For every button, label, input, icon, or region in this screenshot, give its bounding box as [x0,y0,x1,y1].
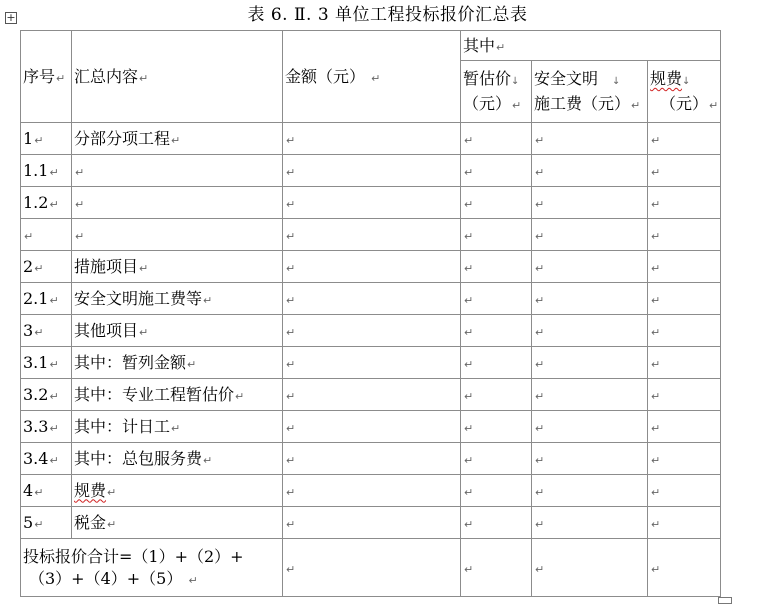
total-line2: （3）+（4）+（5） [29,568,183,588]
paragraph-mark: ↵ [107,517,117,531]
content-text: 措施项目 [74,256,139,276]
safety-cell[interactable] [532,507,648,539]
paragraph-mark: ↵ [535,389,545,403]
table-row [21,155,721,187]
paragraph-mark: ↵ [286,229,296,243]
safety-cell[interactable] [532,251,648,283]
paragraph-mark: ↵ [464,197,474,211]
paragraph-mark: ↵ [235,389,245,403]
table-row [21,283,721,315]
table-body [21,31,721,597]
content-text: 规费 [74,480,107,500]
seq-text: 3.4 [23,448,49,468]
content-cell[interactable] [72,187,283,219]
seq-cell[interactable] [21,443,72,475]
paragraph-mark: ↵ [651,165,661,179]
paragraph-mark: ↵ [631,99,641,112]
amount-cell[interactable] [283,379,461,411]
fees-cell[interactable] [648,475,721,507]
paragraph-mark: ↵ [464,517,474,531]
paragraph-mark: ↵ [286,421,296,435]
fees-cell[interactable] [648,283,721,315]
paragraph-mark: ↵ [535,133,545,147]
paragraph-mark: ↵ [75,197,85,211]
content-cell[interactable] [72,475,283,507]
paragraph-mark: ↵ [464,229,474,243]
paragraph-mark: ↵ [34,485,44,499]
provisional-cell[interactable] [461,123,532,155]
paragraph-mark: ↵ [496,40,506,54]
amount-cell[interactable] [283,283,461,315]
total-row [21,539,721,597]
paragraph-mark: ↵ [171,133,181,147]
quotation-summary-table [20,30,721,597]
paragraph-mark: ↵ [75,229,85,243]
paragraph-mark: ↵ [139,325,149,339]
provisional-cell[interactable] [461,507,532,539]
paragraph-mark: ↵ [464,165,474,179]
paragraph-mark: ↵ [139,71,149,85]
fees-cell[interactable] [648,187,721,219]
paragraph-mark: ↵ [107,485,117,499]
paragraph-mark: ↵ [286,517,296,531]
paragraph-mark: ↵ [651,517,661,531]
paragraph-mark: ↵ [535,197,545,211]
paragraph-mark: ↵ [535,453,545,467]
paragraph-mark: ↵ [464,389,474,403]
content-cell[interactable] [72,155,283,187]
paragraph-mark: ↵ [286,165,296,179]
paragraph-mark: ↵ [286,453,296,467]
amount-cell[interactable] [283,219,461,251]
content-cell[interactable] [72,315,283,347]
header-provisional-line1: 暂估价 [463,69,512,88]
header-provisional-cell[interactable] [461,61,532,123]
paragraph-mark: ↵ [535,165,545,179]
content-cell[interactable] [72,379,283,411]
paragraph-mark: ↵ [286,485,296,499]
amount-cell[interactable] [283,347,461,379]
table-row [21,443,721,475]
safety-cell[interactable] [532,379,648,411]
seq-text: 3 [23,320,34,340]
header-provisional-line2: （元） [463,94,512,113]
paragraph-mark: ↵ [286,562,296,576]
safety-cell[interactable] [532,475,648,507]
amount-cell[interactable] [283,411,461,443]
table-row [21,379,721,411]
seq-text: 2.1 [23,288,49,308]
amount-cell[interactable] [283,187,461,219]
fees-cell[interactable] [648,411,721,443]
paragraph-mark: ↵ [535,293,545,307]
fees-cell[interactable] [648,443,721,475]
provisional-cell[interactable] [461,379,532,411]
paragraph-mark: ↵ [188,573,198,587]
paragraph-mark: ↵ [49,453,59,467]
fees-cell[interactable] [648,315,721,347]
line-break-arrow: ↓ [682,76,691,87]
safety-cell[interactable] [532,315,648,347]
header-safety-cell[interactable] [532,61,648,123]
content-cell[interactable] [72,411,283,443]
paragraph-mark: ↵ [535,229,545,243]
table-row [21,475,721,507]
seq-text: 5 [23,512,34,532]
paragraph-mark: ↵ [464,293,474,307]
paragraph-mark: ↵ [651,293,661,307]
table-resize-handle[interactable] [718,597,732,604]
header-content-label: 汇总内容 [74,66,139,86]
header-of-which-label: 其中 [463,35,496,55]
paragraph-mark: ↵ [49,293,59,307]
paragraph-mark: ↵ [49,197,59,211]
paragraph-mark: ↵ [512,99,522,112]
seq-text: 3.1 [23,352,49,372]
seq-text: 1.2 [23,192,49,212]
fees-cell[interactable] [648,539,721,597]
seq-cell[interactable] [21,347,72,379]
header-fees-cell[interactable] [648,61,721,123]
paragraph-mark: ↵ [286,197,296,211]
seq-cell[interactable] [21,219,72,251]
seq-cell[interactable] [21,475,72,507]
header-amount-label: 金额（元） [285,66,366,86]
paragraph-mark: ↵ [49,165,59,179]
table-row [21,219,721,251]
seq-cell[interactable] [21,187,72,219]
content-cell[interactable] [72,347,283,379]
amount-cell[interactable] [283,507,461,539]
fees-cell[interactable] [648,379,721,411]
paragraph-mark: ↵ [464,357,474,371]
amount-cell[interactable] [283,155,461,187]
paragraph-mark: ↵ [651,133,661,147]
safety-cell[interactable] [532,347,648,379]
content-cell[interactable] [72,507,283,539]
amount-cell[interactable] [283,475,461,507]
content-text: 税金 [74,512,107,532]
paragraph-mark: ↵ [464,421,474,435]
paragraph-mark: ↵ [187,357,197,371]
paragraph-mark: ↵ [49,357,59,371]
safety-cell[interactable] [532,155,648,187]
seq-cell[interactable] [21,315,72,347]
paragraph-mark: ↵ [535,357,545,371]
seq-cell[interactable] [21,123,72,155]
paragraph-mark: ↵ [651,562,661,576]
paragraph-mark: ↵ [651,421,661,435]
content-text: 其中：专业工程暂估价 [74,384,235,404]
content-cell[interactable] [72,443,283,475]
header-of-which-cell[interactable] [461,31,721,61]
paragraph-mark: ↵ [709,99,719,112]
provisional-cell[interactable] [461,187,532,219]
fees-cell[interactable] [648,347,721,379]
table-row [21,123,721,155]
content-cell[interactable] [72,251,283,283]
paragraph-mark: ↵ [464,485,474,499]
paragraph-mark: ↵ [203,293,213,307]
line-break-arrow: ↓ [612,76,621,87]
header-safety-line1: 安全文明 [534,69,599,88]
seq-text: 1.1 [23,160,49,180]
header-seq-label: 序号 [23,66,56,86]
header-amount-cell[interactable] [283,31,461,123]
header-content-cell[interactable] [72,31,283,123]
paragraph-mark: ↵ [535,517,545,531]
paragraph-mark: ↵ [49,421,59,435]
seq-text: 2 [23,256,34,276]
paragraph-mark: ↵ [34,261,44,275]
provisional-cell[interactable] [461,475,532,507]
paragraph-mark: ↵ [535,485,545,499]
paragraph-mark: ↵ [651,197,661,211]
content-text: 安全文明施工费等 [74,288,203,308]
safety-cell[interactable] [532,539,648,597]
provisional-cell[interactable] [461,347,532,379]
content-text: 分部分项工程 [74,128,171,148]
paragraph-mark: ↵ [139,261,149,275]
header-row-1 [21,31,721,61]
safety-cell[interactable] [532,443,648,475]
paragraph-mark: ↵ [651,485,661,499]
paragraph-mark: ↵ [34,517,44,531]
content-cell[interactable] [72,123,283,155]
table-row [21,315,721,347]
fees-cell[interactable] [648,251,721,283]
table-title: 表 6. Ⅱ. 3 单位工程投标报价汇总表 [247,5,528,25]
seq-cell[interactable] [21,507,72,539]
amount-cell[interactable] [283,539,461,597]
content-text: 其中：暂列金额 [74,352,187,372]
header-fees-line1: 规费 [650,69,683,88]
paragraph-mark: ↵ [535,562,545,576]
provisional-cell[interactable] [461,155,532,187]
amount-cell[interactable] [283,443,461,475]
paragraph-mark: ↵ [286,389,296,403]
total-label-cell[interactable] [21,539,283,597]
table-move-handle[interactable]: + [6,11,16,24]
seq-cell[interactable] [21,251,72,283]
paragraph-mark: ↵ [49,389,59,403]
fees-cell[interactable] [648,507,721,539]
fees-cell[interactable] [648,155,721,187]
paragraph-mark: ↵ [75,165,85,179]
total-line1: 投标报价合计=（1）+（2）+ [23,546,244,566]
provisional-cell[interactable] [461,219,532,251]
paragraph-mark: ↵ [464,453,474,467]
paragraph-mark: ↵ [464,133,474,147]
paragraph-mark: ↵ [56,71,66,85]
paragraph-mark: ↵ [651,389,661,403]
seq-cell[interactable] [21,379,72,411]
table-row [21,347,721,379]
paragraph-mark: ↵ [651,357,661,371]
content-text: 其中：总包服务费 [74,448,203,468]
fees-cell[interactable] [648,123,721,155]
content-cell[interactable] [72,219,283,251]
paragraph-mark: ↵ [651,261,661,275]
header-seq-cell[interactable] [21,31,72,123]
paragraph-mark: ↵ [464,562,474,576]
paragraph-mark: ↵ [651,453,661,467]
table-row [21,411,721,443]
paragraph-mark: ↵ [371,71,381,85]
table-row [21,507,721,539]
paragraph-mark: ↵ [34,133,44,147]
seq-text: 3.3 [23,416,49,436]
header-fees-line2: （元） [660,94,709,113]
table-row [21,187,721,219]
safety-cell[interactable] [532,123,648,155]
safety-cell[interactable] [532,219,648,251]
provisional-cell[interactable] [461,251,532,283]
paragraph-mark: ↵ [286,293,296,307]
paragraph-mark: ↵ [535,261,545,275]
provisional-cell[interactable] [461,443,532,475]
line-break-arrow: ↓ [511,76,520,87]
paragraph-mark: ↵ [286,357,296,371]
safety-cell[interactable] [532,187,648,219]
paragraph-mark: ↵ [34,325,44,339]
provisional-cell[interactable] [461,315,532,347]
provisional-cell[interactable] [461,539,532,597]
paragraph-mark: ↵ [535,421,545,435]
paragraph-mark: ↵ [651,229,661,243]
paragraph-mark: ↵ [24,229,34,243]
paragraph-mark: ↵ [203,453,213,467]
content-cell[interactable] [72,283,283,315]
paragraph-mark: ↵ [535,325,545,339]
safety-cell[interactable] [532,411,648,443]
amount-cell[interactable] [283,251,461,283]
seq-cell[interactable] [21,411,72,443]
paragraph-mark: ↵ [464,325,474,339]
paragraph-mark: ↵ [651,325,661,339]
paragraph-mark: ↵ [286,133,296,147]
provisional-cell[interactable] [461,411,532,443]
amount-cell[interactable] [283,123,461,155]
amount-cell[interactable] [283,315,461,347]
seq-cell[interactable] [21,283,72,315]
paragraph-mark: ↵ [171,421,181,435]
seq-text: 3.2 [23,384,49,404]
paragraph-mark: ↵ [464,261,474,275]
content-text: 其他项目 [74,320,139,340]
table-row [21,251,721,283]
content-text: 其中：计日工 [74,416,171,436]
seq-cell[interactable] [21,155,72,187]
seq-text: 1 [23,128,34,148]
fees-cell[interactable] [648,219,721,251]
paragraph-mark: ↵ [286,325,296,339]
seq-text: 4 [23,480,34,500]
safety-cell[interactable] [532,283,648,315]
paragraph-mark: ↵ [286,261,296,275]
provisional-cell[interactable] [461,283,532,315]
header-safety-line2: 施工费（元） [534,94,631,113]
